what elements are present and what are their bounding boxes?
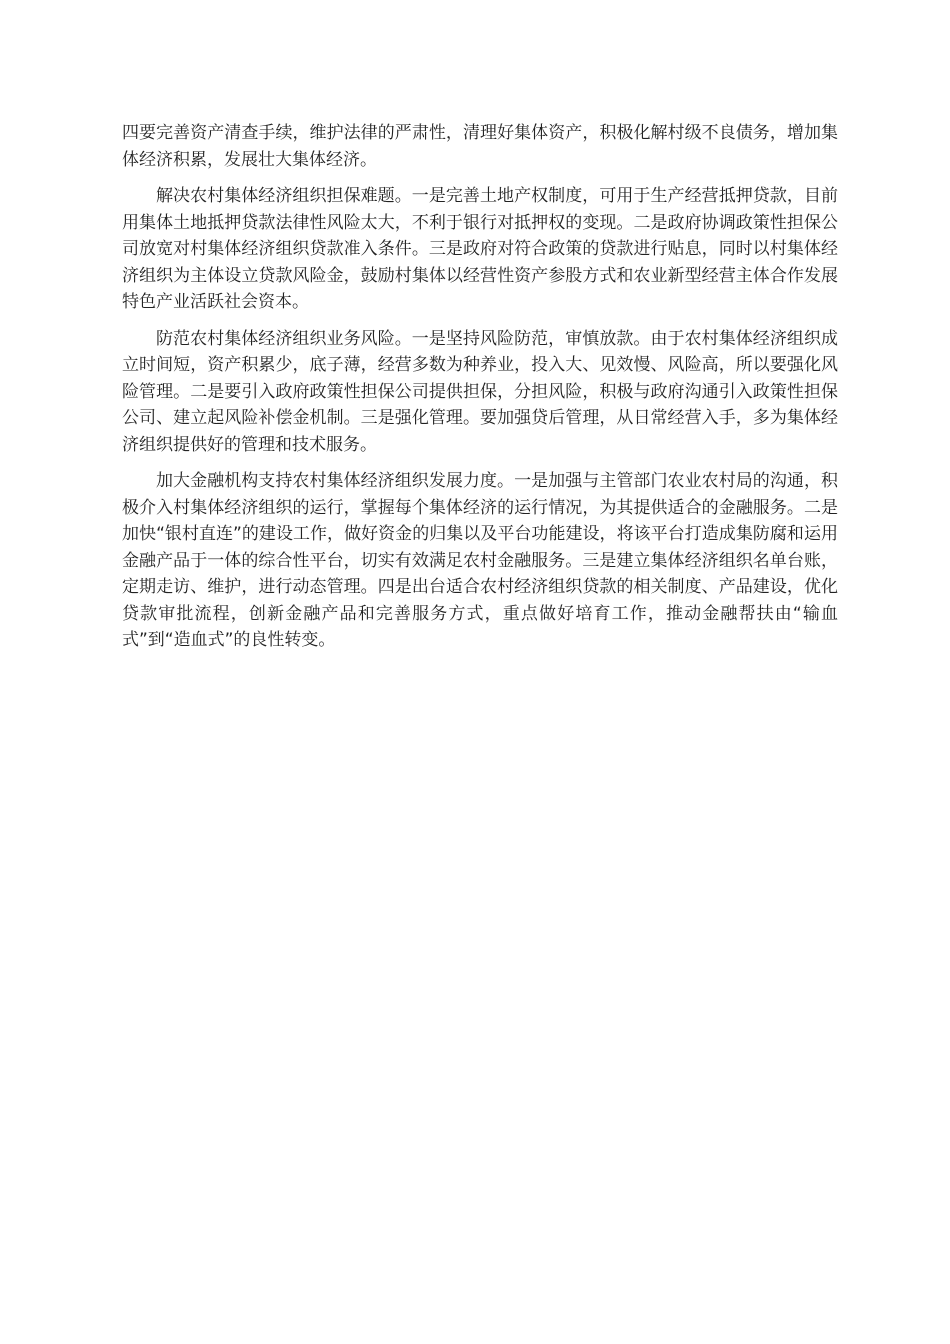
document-body [122, 120, 838, 664]
paragraph-continuation: 四要完善资产清查手续，维护法律的严肃性，清理好集体资产，积极化解村级不良债务，增加集体经济积累，发展壮大集体经济。 [122, 123, 838, 170]
paragraph-support: 加大金融机构支持农村集体经济组织发展力度。一是加强与主管部门农业农村局的沟通，积极介入村集体经济组织的运行，掌握每个集体经济的运行情况，为其提供适合的金融服务。二是加快“银村直连”的建设工作，做好资金的归集以及平台功能建设，将该平台打造成集防腐和运用金融产品于一体的综合性平台，切实有效满足农村金融服务。三是建立集体经济组织名单台账，定期走访、维护，进行动态管理。四是出台适合农村经济组织贷款的相关制度、产品建设，优化贷款审批流程，创新金融产品和完善服务方式，重点做好培育工作，推动金融帮扶由“输血式”到“造血式”的良性转变。 [122, 471, 838, 650]
paragraph-risk: 防范农村集体经济组织业务风险。一是坚持风险防范，审慎放款。由于农村集体经济组织成立时间短，资产积累少，底子薄，经营多数为种养业，投入大、见效慢、风险高，所以要强化风险管理。二是要引入政府政策性担保公司提供担保，分担风险，积极与政府沟通引入政策性担保公司、建立起风险补偿金机制。三是强化管理。要加强贷后管理，从日常经营入手，多为集体经济组织提供好的管理和技术服务。 [122, 328, 838, 455]
paragraph-guarantee: 解决农村集体经济组织担保难题。一是完善土地产权制度，可用于生产经营抵押贷款，目前用集体土地抵押贷款法律性风险太大，不利于银行对抵押权的变现。二是政府协调政策性担保公司放宽对村集体经济组织贷款准入条件。三是政府对符合政策的贷款进行贴息，同时以村集体经济组织为主体设立贷款风险金，鼓励村集体以经营性资产参股方式和农业新型经营主体合作发展特色产业活跃社会资本。 [122, 186, 838, 312]
